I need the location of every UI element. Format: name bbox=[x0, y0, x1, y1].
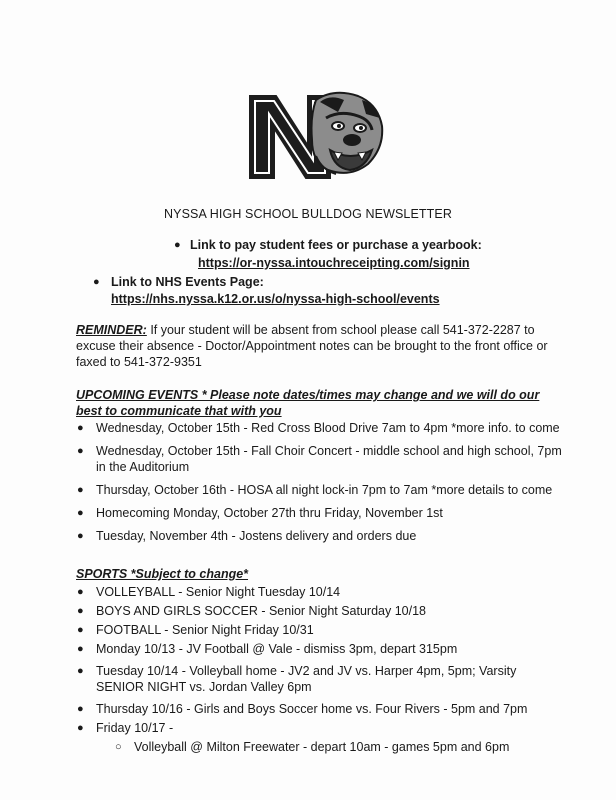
bullet-dot-icon: ● bbox=[77, 624, 84, 636]
bullet-dot-icon: ● bbox=[93, 276, 100, 288]
events-link-label: Link to NHS Events Page: bbox=[111, 275, 264, 289]
bullet-dot-icon: ● bbox=[77, 703, 84, 715]
bullet-dot-icon: ● bbox=[77, 530, 84, 542]
list-item: ● Wednesday, October 15th - Fall Choir Concert - middle school and high school, 7pm in the Auditorium bbox=[77, 444, 562, 474]
list-item: ● Monday 10/13 - JV Football @ Vale - dismiss 3pm, depart 315pm bbox=[77, 642, 458, 656]
bullet-dot-icon: ● bbox=[77, 507, 84, 519]
list-item: ○ Volleyball @ Milton Freewater - depart 10am - games 5pm and 6pm bbox=[115, 740, 510, 754]
list-item: ● Friday 10/17 - ○ Volleyball @ Milton Freewater - depart 10am - games 5pm and 6pm bbox=[96, 720, 566, 755]
bullet-dot-icon: ● bbox=[174, 239, 181, 251]
fees-link-label: Link to pay student fees or purchase a yearbook: bbox=[190, 238, 482, 252]
circle-bullet-icon: ○ bbox=[115, 741, 122, 753]
sports-sublist bbox=[96, 739, 566, 755]
reminder-paragraph bbox=[76, 322, 556, 370]
list-item: ● Wednesday, October 15th - Red Cross Blood Drive 7am to 4pm *more info. to come bbox=[77, 421, 560, 435]
bullet-dot-icon: ● bbox=[77, 605, 84, 617]
bullet-dot-icon: ● bbox=[77, 445, 84, 457]
upcoming-events-heading: UPCOMING EVENTS * Please note dates/times may change and we will do our best to communicate that with you bbox=[76, 388, 540, 418]
bulldog-n-logo bbox=[246, 86, 386, 184]
bullet-dot-icon: ● bbox=[77, 422, 84, 434]
sports-heading: SPORTS *Subject to change* bbox=[76, 567, 249, 581]
bullet-dot-icon: ● bbox=[77, 722, 84, 734]
fees-link-url[interactable]: https://or-nyssa.intouchreceipting.com/signin bbox=[198, 256, 470, 270]
list-item: ● BOYS AND GIRLS SOCCER - Senior Night Saturday 10/18 bbox=[77, 604, 426, 618]
reminder-text: If your student will be absent from school please call 541-372-2287 to excuse their absence - Doctor/Appointment notes can be brought to the front office or faxed to 541-372-9351 bbox=[76, 323, 548, 369]
upcoming-events-list bbox=[77, 420, 566, 551]
list-item: ● Thursday 10/16 - Girls and Boys Soccer home vs. Four Rivers - 5pm and 7pm bbox=[77, 702, 528, 716]
sports-list bbox=[77, 584, 566, 762]
newsletter-title: NYSSA HIGH SCHOOL BULLDOG NEWSLETTER bbox=[164, 207, 452, 221]
bullet-dot-icon: ● bbox=[77, 484, 84, 496]
bullet-dot-icon: ● bbox=[77, 586, 84, 598]
list-item: ● Tuesday, November 4th - Jostens delivery and orders due bbox=[77, 529, 417, 543]
bullet-dot-icon: ● bbox=[77, 665, 84, 677]
list-item: ● Thursday, October 16th - HOSA all night lock-in 7pm to 7am *more details to come bbox=[77, 483, 553, 497]
list-item: ● FOOTBALL - Senior Night Friday 10/31 bbox=[77, 623, 314, 637]
list-item: ● Homecoming Monday, October 27th thru Friday, November 1st bbox=[77, 506, 443, 520]
events-link-url[interactable]: https://nhs.nyssa.k12.or.us/o/nyssa-high-school/events bbox=[111, 292, 440, 306]
list-item: ● Tuesday 10/14 - Volleyball home - JV2 and JV vs. Harper 4pm, 5pm; Varsity SENIOR NIGHT vs. Jordan Valley 6pm bbox=[77, 664, 517, 694]
bullet-dot-icon: ● bbox=[77, 643, 84, 655]
list-item: ● VOLLEYBALL - Senior Night Tuesday 10/14 bbox=[77, 585, 341, 599]
reminder-heading: REMINDER: bbox=[76, 323, 147, 337]
